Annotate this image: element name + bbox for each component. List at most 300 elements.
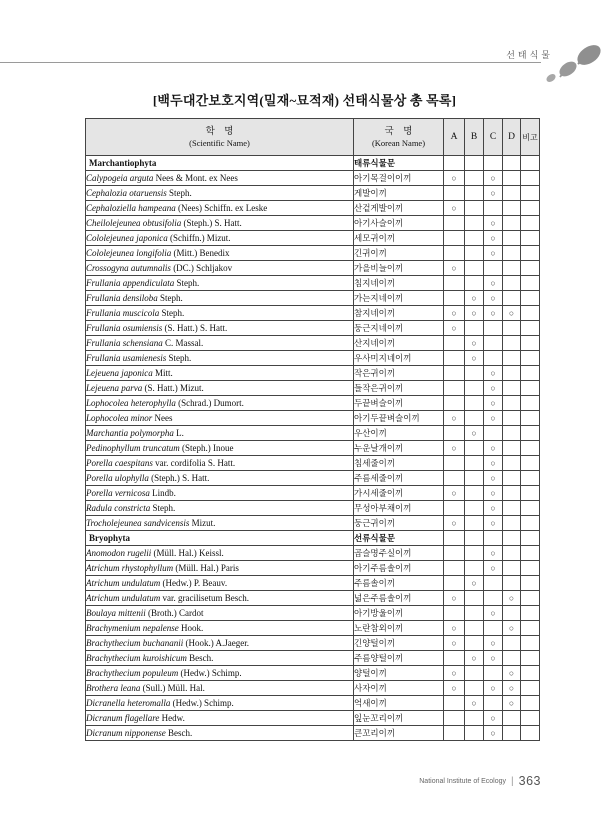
korean-name-cell: 긴귀이끼 xyxy=(354,246,444,261)
table-row xyxy=(86,336,540,351)
col-header-scientific-name-ko: 학 명 xyxy=(205,126,234,137)
presence-mark-cell-b xyxy=(465,156,484,171)
presence-mark-cell-d: ○ xyxy=(503,696,521,711)
scientific-name-cell: Cephaloziella hampeana (Nees) Schiffn. ex Leske xyxy=(86,201,354,216)
presence-mark-cell-a: ○ xyxy=(444,441,465,456)
note-cell xyxy=(521,156,540,171)
presence-mark-cell-c: ○ xyxy=(484,471,503,486)
presence-mark-cell-b: ○ xyxy=(465,306,484,321)
korean-name-cell: 양털이끼 xyxy=(354,666,444,681)
note-cell xyxy=(521,471,540,486)
table-row xyxy=(86,216,540,231)
note-cell xyxy=(521,501,540,516)
table-row xyxy=(86,681,540,696)
scientific-name-cell: Cololejeunea japonica (Schiffn.) Mizut. xyxy=(86,231,354,246)
presence-mark-cell-b xyxy=(465,516,484,531)
table-row xyxy=(86,471,540,486)
note-cell xyxy=(521,351,540,366)
scientific-name-cell: Calypogeia arguta Nees & Mont. ex Nees xyxy=(86,171,354,186)
note-cell xyxy=(521,216,540,231)
presence-mark-cell-c: ○ xyxy=(484,726,503,741)
note-cell xyxy=(521,561,540,576)
korean-name-cell: 억새이끼 xyxy=(354,696,444,711)
page-footer xyxy=(0,774,541,788)
presence-mark-cell-c: ○ xyxy=(484,171,503,186)
presence-mark-cell-d xyxy=(503,651,521,666)
korean-name-cell: 누운날개이끼 xyxy=(354,441,444,456)
presence-mark-cell-a xyxy=(444,561,465,576)
korean-name-cell: 넓은주름솔이끼 xyxy=(354,591,444,606)
note-cell xyxy=(521,246,540,261)
scientific-name-cell: Pedinophyllum truncatum (Steph.) Inoue xyxy=(86,441,354,456)
note-cell xyxy=(521,456,540,471)
presence-mark-cell-a xyxy=(444,546,465,561)
scientific-name-cell: Brothera leana (Sull.) Müll. Hal. xyxy=(86,681,354,696)
presence-mark-cell-d xyxy=(503,441,521,456)
presence-mark-cell-d xyxy=(503,201,521,216)
note-cell xyxy=(521,366,540,381)
table-row xyxy=(86,276,540,291)
korean-name-cell: 주름세줄이끼 xyxy=(354,471,444,486)
scientific-name-cell: Boulaya mittenii (Broth.) Cardot xyxy=(86,606,354,621)
note-cell xyxy=(521,321,540,336)
presence-mark-cell-c: ○ xyxy=(484,546,503,561)
presence-mark-cell-a xyxy=(444,186,465,201)
presence-mark-cell-a: ○ xyxy=(444,591,465,606)
presence-mark-cell-d xyxy=(503,561,521,576)
korean-name-cell: 산지네이끼 xyxy=(354,336,444,351)
korean-name-cell: 큰꼬리이끼 xyxy=(354,726,444,741)
presence-mark-cell-d xyxy=(503,486,521,501)
table-row xyxy=(86,171,540,186)
presence-mark-cell-d xyxy=(503,501,521,516)
presence-mark-cell-c: ○ xyxy=(484,501,503,516)
scientific-name-cell: Porella caespitans var. cordifolia S. Hatt. xyxy=(86,456,354,471)
presence-mark-cell-c: ○ xyxy=(484,411,503,426)
table-row xyxy=(86,711,540,726)
header-rule xyxy=(0,62,541,63)
presence-mark-cell-d xyxy=(503,396,521,411)
presence-mark-cell-c: ○ xyxy=(484,186,503,201)
presence-mark-cell-a xyxy=(444,606,465,621)
presence-mark-cell-b xyxy=(465,486,484,501)
note-cell xyxy=(521,441,540,456)
korean-name-cell: 작은귀이끼 xyxy=(354,366,444,381)
presence-mark-cell-d xyxy=(503,426,521,441)
table-row xyxy=(86,426,540,441)
scientific-name-cell: Dicranella heteromalla (Hedw.) Schimp. xyxy=(86,696,354,711)
presence-mark-cell-a xyxy=(444,471,465,486)
korean-name-cell: 침세줄이끼 xyxy=(354,456,444,471)
presence-mark-cell-b xyxy=(465,456,484,471)
presence-mark-cell-c: ○ xyxy=(484,651,503,666)
presence-mark-cell-b xyxy=(465,681,484,696)
presence-mark-cell-a xyxy=(444,366,465,381)
presence-mark-cell-d xyxy=(503,546,521,561)
presence-mark-cell-d: ○ xyxy=(503,306,521,321)
scientific-name-cell: Dicranum nipponense Besch. xyxy=(86,726,354,741)
presence-mark-cell-d: ○ xyxy=(503,621,521,636)
presence-mark-cell-c xyxy=(484,576,503,591)
presence-mark-cell-b: ○ xyxy=(465,696,484,711)
scientific-name-cell: Frullania appendiculata Steph. xyxy=(86,276,354,291)
scientific-name-cell: Marchantia polymorpha L. xyxy=(86,426,354,441)
korean-name-cell: 태류식물문 xyxy=(354,156,444,171)
presence-mark-cell-a xyxy=(444,291,465,306)
presence-mark-cell-a: ○ xyxy=(444,306,465,321)
presence-mark-cell-c xyxy=(484,336,503,351)
note-cell xyxy=(521,486,540,501)
table-row xyxy=(86,456,540,471)
section-row xyxy=(86,156,540,171)
presence-mark-cell-d xyxy=(503,246,521,261)
presence-mark-cell-a xyxy=(444,381,465,396)
presence-mark-cell-a xyxy=(444,396,465,411)
korean-name-cell: 참지네이끼 xyxy=(354,306,444,321)
presence-mark-cell-c: ○ xyxy=(484,291,503,306)
presence-mark-cell-a xyxy=(444,156,465,171)
note-cell xyxy=(521,666,540,681)
note-cell xyxy=(521,726,540,741)
table-row xyxy=(86,246,540,261)
presence-mark-cell-d xyxy=(503,231,521,246)
col-header-c: C xyxy=(484,119,503,156)
col-header-scientific-name-en: (Scientific Name) xyxy=(189,138,250,149)
presence-mark-cell-c: ○ xyxy=(484,276,503,291)
presence-mark-cell-d xyxy=(503,171,521,186)
presence-mark-cell-d xyxy=(503,726,521,741)
footer-organization: National Institute of Ecology xyxy=(419,777,507,785)
presence-mark-cell-b xyxy=(465,231,484,246)
presence-mark-cell-a xyxy=(444,216,465,231)
korean-name-cell: 들작은귀이끼 xyxy=(354,381,444,396)
table-row xyxy=(86,366,540,381)
presence-mark-cell-a xyxy=(444,726,465,741)
presence-mark-cell-d xyxy=(503,381,521,396)
presence-mark-cell-b xyxy=(465,666,484,681)
table-row xyxy=(86,666,540,681)
presence-mark-cell-a xyxy=(444,651,465,666)
presence-mark-cell-c: ○ xyxy=(484,396,503,411)
presence-mark-cell-d xyxy=(503,156,521,171)
note-cell xyxy=(521,186,540,201)
scientific-name-cell: Crossogyna autumnalis (DC.) Schljakov xyxy=(86,261,354,276)
col-header-note: 비고 xyxy=(521,119,540,156)
scientific-name-cell: Brachythecium kuroishicum Besch. xyxy=(86,651,354,666)
presence-mark-cell-d xyxy=(503,336,521,351)
presence-mark-cell-b xyxy=(465,321,484,336)
presence-mark-cell-c xyxy=(484,321,503,336)
table-row xyxy=(86,441,540,456)
korean-name-cell: 산겉게발이끼 xyxy=(354,201,444,216)
note-cell xyxy=(521,381,540,396)
scientific-name-cell: Atrichum undulatum (Hedw.) P. Beauv. xyxy=(86,576,354,591)
note-cell xyxy=(521,711,540,726)
scientific-name-cell: Lejeuena parva (S. Hatt.) Mizut. xyxy=(86,381,354,396)
presence-mark-cell-d xyxy=(503,351,521,366)
korean-name-cell: 두끝벼슬이끼 xyxy=(354,396,444,411)
presence-mark-cell-d xyxy=(503,636,521,651)
presence-mark-cell-b: ○ xyxy=(465,426,484,441)
presence-mark-cell-a: ○ xyxy=(444,516,465,531)
presence-mark-cell-c xyxy=(484,156,503,171)
presence-mark-cell-d xyxy=(503,276,521,291)
korean-name-cell: 가을비늘이끼 xyxy=(354,261,444,276)
scientific-name-cell: Brachymenium nepalense Hook. xyxy=(86,621,354,636)
presence-mark-cell-d xyxy=(503,186,521,201)
presence-mark-cell-a xyxy=(444,336,465,351)
presence-mark-cell-d: ○ xyxy=(503,681,521,696)
korean-name-cell: 노란참외이끼 xyxy=(354,621,444,636)
presence-mark-cell-c xyxy=(484,531,503,546)
table-row xyxy=(86,231,540,246)
table-row xyxy=(86,606,540,621)
presence-mark-cell-a: ○ xyxy=(444,321,465,336)
scientific-name-cell: Anomodon rugelii (Müll. Hal.) Keissl. xyxy=(86,546,354,561)
korean-name-cell: 우사미지네이끼 xyxy=(354,351,444,366)
scientific-name-cell: Porella vernicosa Lindb. xyxy=(86,486,354,501)
presence-mark-cell-b: ○ xyxy=(465,291,484,306)
col-header-korean-name-ko: 국 명 xyxy=(384,126,413,137)
note-cell xyxy=(521,336,540,351)
presence-mark-cell-a: ○ xyxy=(444,681,465,696)
presence-mark-cell-b xyxy=(465,186,484,201)
scientific-name-cell: Cephalozia otaruensis Steph. xyxy=(86,186,354,201)
section-row xyxy=(86,531,540,546)
presence-mark-cell-c: ○ xyxy=(484,216,503,231)
presence-mark-cell-a xyxy=(444,351,465,366)
presence-mark-cell-b xyxy=(465,381,484,396)
presence-mark-cell-a xyxy=(444,456,465,471)
footer-separator: | xyxy=(511,775,514,787)
presence-mark-cell-b xyxy=(465,561,484,576)
scientific-name-cell: Trocholejeunea sandvicensis Mizut. xyxy=(86,516,354,531)
presence-mark-cell-c: ○ xyxy=(484,381,503,396)
table-row xyxy=(86,396,540,411)
table-row xyxy=(86,381,540,396)
korean-name-cell: 아기방울이끼 xyxy=(354,606,444,621)
note-cell xyxy=(521,411,540,426)
presence-mark-cell-d: ○ xyxy=(503,666,521,681)
note-cell xyxy=(521,606,540,621)
scientific-name-cell: Lophocolea minor Nees xyxy=(86,411,354,426)
presence-mark-cell-c xyxy=(484,261,503,276)
presence-mark-cell-b xyxy=(465,726,484,741)
presence-mark-cell-a: ○ xyxy=(444,621,465,636)
presence-mark-cell-a xyxy=(444,276,465,291)
scientific-name-cell: Atrichum rhystophyllum (Müll. Hal.) Paris xyxy=(86,561,354,576)
presence-mark-cell-d xyxy=(503,366,521,381)
presence-mark-cell-b xyxy=(465,591,484,606)
col-header-korean-name-en: (Korean Name) xyxy=(371,138,426,149)
note-cell xyxy=(521,621,540,636)
presence-mark-cell-d xyxy=(503,531,521,546)
presence-mark-cell-b xyxy=(465,411,484,426)
presence-mark-cell-a xyxy=(444,501,465,516)
note-cell xyxy=(521,576,540,591)
presence-mark-cell-c: ○ xyxy=(484,711,503,726)
presence-mark-cell-d xyxy=(503,606,521,621)
presence-mark-cell-b xyxy=(465,276,484,291)
col-header-a: A xyxy=(444,119,465,156)
korean-name-cell: 무성아부채이끼 xyxy=(354,501,444,516)
scientific-name-cell: Lejeuena japonica Mitt. xyxy=(86,366,354,381)
scientific-name-cell: Frullania densiloba Steph. xyxy=(86,291,354,306)
presence-mark-cell-d xyxy=(503,471,521,486)
note-cell xyxy=(521,276,540,291)
presence-mark-cell-d xyxy=(503,576,521,591)
note-cell xyxy=(521,591,540,606)
page-title: [백두대간보호지역(밀재~묘적재) 선태식물상 총 목록] xyxy=(152,93,457,108)
scientific-name-cell: Dicranum flagellare Hedw. xyxy=(86,711,354,726)
korean-name-cell: 아기목걸이이끼 xyxy=(354,171,444,186)
note-cell xyxy=(521,546,540,561)
col-header-korean-name xyxy=(354,119,444,156)
presence-mark-cell-b xyxy=(465,621,484,636)
scientific-name-cell: Cololejeunea longifolia (Mitt.) Benedix xyxy=(86,246,354,261)
scientific-name-cell: Porella ulophylla (Steph.) S. Hatt. xyxy=(86,471,354,486)
presence-mark-cell-c: ○ xyxy=(484,561,503,576)
table-row xyxy=(86,321,540,336)
scientific-name-cell: Brachythecium populeum (Hedw.) Schimp. xyxy=(86,666,354,681)
table-row xyxy=(86,651,540,666)
presence-mark-cell-c: ○ xyxy=(484,681,503,696)
table-row xyxy=(86,261,540,276)
scientific-name-cell: Brachythecium buchananii (Hook.) A.Jaeger. xyxy=(86,636,354,651)
presence-mark-cell-c: ○ xyxy=(484,636,503,651)
presence-mark-cell-d xyxy=(503,456,521,471)
scientific-name-cell: Atrichum undulatum var. gracilisetum Besch. xyxy=(86,591,354,606)
korean-name-cell: 세모귀이끼 xyxy=(354,231,444,246)
presence-mark-cell-a: ○ xyxy=(444,666,465,681)
table-row xyxy=(86,501,540,516)
col-header-d: D xyxy=(503,119,521,156)
korean-name-cell: 사자이끼 xyxy=(354,681,444,696)
table-body xyxy=(86,156,540,741)
presence-mark-cell-d xyxy=(503,711,521,726)
presence-mark-cell-b: ○ xyxy=(465,351,484,366)
presence-mark-cell-c: ○ xyxy=(484,231,503,246)
presence-mark-cell-b xyxy=(465,261,484,276)
note-cell xyxy=(521,651,540,666)
presence-mark-cell-a xyxy=(444,696,465,711)
table-row xyxy=(86,186,540,201)
korean-name-cell: 긴양털이끼 xyxy=(354,636,444,651)
presence-mark-cell-a xyxy=(444,426,465,441)
korean-name-cell: 선류식물문 xyxy=(354,531,444,546)
presence-mark-cell-b xyxy=(465,201,484,216)
note-cell xyxy=(521,531,540,546)
presence-mark-cell-a: ○ xyxy=(444,411,465,426)
note-cell xyxy=(521,426,540,441)
presence-mark-cell-c: ○ xyxy=(484,456,503,471)
table-row xyxy=(86,411,540,426)
scientific-name-cell: Cheilolejeunea obtusifolia (Steph.) S. Hatt. xyxy=(86,216,354,231)
presence-mark-cell-b xyxy=(465,531,484,546)
note-cell xyxy=(521,396,540,411)
presence-mark-cell-b: ○ xyxy=(465,336,484,351)
presence-mark-cell-b xyxy=(465,441,484,456)
presence-mark-cell-c: ○ xyxy=(484,306,503,321)
table-row xyxy=(86,696,540,711)
presence-mark-cell-c xyxy=(484,696,503,711)
scientific-name-cell: Marchantiophyta xyxy=(86,156,354,171)
korean-name-cell: 주름양털이끼 xyxy=(354,651,444,666)
presence-mark-cell-a: ○ xyxy=(444,171,465,186)
note-cell xyxy=(521,291,540,306)
table-row xyxy=(86,546,540,561)
note-cell xyxy=(521,171,540,186)
presence-mark-cell-a: ○ xyxy=(444,261,465,276)
presence-mark-cell-c xyxy=(484,426,503,441)
presence-mark-cell-a: ○ xyxy=(444,636,465,651)
korean-name-cell: 가시세줄이끼 xyxy=(354,486,444,501)
presence-mark-cell-d xyxy=(503,321,521,336)
table-row xyxy=(86,621,540,636)
presence-mark-cell-b xyxy=(465,171,484,186)
presence-mark-cell-d xyxy=(503,516,521,531)
presence-mark-cell-a: ○ xyxy=(444,486,465,501)
korean-name-cell: 아기주름솔이끼 xyxy=(354,561,444,576)
presence-mark-cell-c xyxy=(484,591,503,606)
page-number: 363 xyxy=(518,774,541,788)
presence-mark-cell-c xyxy=(484,666,503,681)
presence-mark-cell-b: ○ xyxy=(465,576,484,591)
presence-mark-cell-d xyxy=(503,291,521,306)
presence-mark-cell-b xyxy=(465,501,484,516)
note-cell xyxy=(521,636,540,651)
note-cell xyxy=(521,696,540,711)
presence-mark-cell-b xyxy=(465,606,484,621)
presence-mark-cell-c: ○ xyxy=(484,246,503,261)
presence-mark-cell-d xyxy=(503,411,521,426)
scientific-name-cell: Frullania osumiensis (S. Hatt.) S. Hatt. xyxy=(86,321,354,336)
table-row xyxy=(86,351,540,366)
note-cell xyxy=(521,306,540,321)
presence-mark-cell-c: ○ xyxy=(484,441,503,456)
korean-name-cell: 아기사슬이끼 xyxy=(354,216,444,231)
presence-mark-cell-c xyxy=(484,351,503,366)
presence-mark-cell-d: ○ xyxy=(503,591,521,606)
scientific-name-cell: Frullania schensiana C. Massal. xyxy=(86,336,354,351)
species-table xyxy=(85,118,540,741)
presence-mark-cell-b xyxy=(465,366,484,381)
presence-mark-cell-c xyxy=(484,201,503,216)
scientific-name-cell: Lophocolea heterophylla (Schrad.) Dumort. xyxy=(86,396,354,411)
leaf-decoration-icon xyxy=(540,40,606,95)
presence-mark-cell-c: ○ xyxy=(484,606,503,621)
scientific-name-cell: Frullania muscicola Steph. xyxy=(86,306,354,321)
table-row xyxy=(86,486,540,501)
table-row xyxy=(86,576,540,591)
presence-mark-cell-b xyxy=(465,246,484,261)
scientific-name-cell: Frullania usamienesis Steph. xyxy=(86,351,354,366)
presence-mark-cell-c: ○ xyxy=(484,486,503,501)
presence-mark-cell-a xyxy=(444,576,465,591)
table-row xyxy=(86,306,540,321)
col-header-scientific-name xyxy=(86,119,354,156)
table-row xyxy=(86,516,540,531)
table-row xyxy=(86,291,540,306)
korean-name-cell: 아기두끝벼슬이끼 xyxy=(354,411,444,426)
korean-name-cell: 게발이끼 xyxy=(354,186,444,201)
species-table-wrap xyxy=(85,118,540,741)
note-cell xyxy=(521,261,540,276)
running-head: 선태식물 xyxy=(506,50,553,60)
presence-mark-cell-b: ○ xyxy=(465,651,484,666)
presence-mark-cell-a xyxy=(444,231,465,246)
korean-name-cell: 우산이끼 xyxy=(354,426,444,441)
